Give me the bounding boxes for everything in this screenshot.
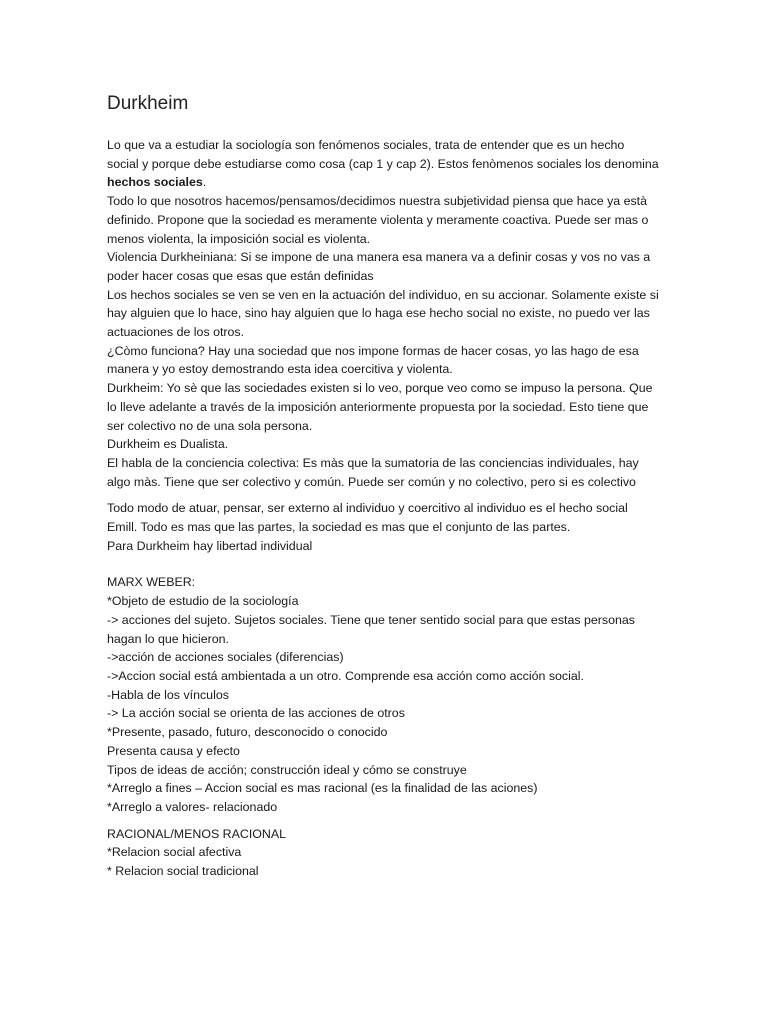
text-line: poder hacer cosas que esas que están definidas — [107, 268, 374, 283]
text-line: Los hechos sociales se ven se ven en la actuación del individuo, en su accionar. Solamente existe si — [107, 287, 659, 302]
text-line: *Presente, pasado, futuro, desconocido o conocido — [107, 725, 388, 740]
text-line: menos violenta, la imposición social es violenta. — [107, 231, 371, 246]
text-line: -> La acción social se orienta de las acciones de otros — [107, 706, 405, 721]
text-line: Durkheim: Yo sè que las sociedades existen si lo veo, porque veo como se impuso la persona. Que — [107, 381, 653, 396]
text-line: El habla de la conciencia colectiva: Es màs que la sumatoria de las conciencias individuales, hay — [107, 455, 639, 470]
text-line: Durkheim es Dualista. — [107, 437, 229, 452]
text-line: Violencia Durkheiniana: Si se impone de una manera esa manera va a definir cosas y vos no vas a — [107, 250, 651, 265]
section-heading: MARX WEBER: — [107, 575, 196, 590]
text-line: Presenta causa y efecto — [107, 743, 240, 758]
text-line: definido. Propone que la sociedad es meramente violenta y meramente coactiva. Puede ser mas o — [107, 212, 649, 227]
text-line: *Arreglo a valores- relacionado — [107, 799, 278, 814]
paragraph-racional — [107, 825, 667, 881]
text-line: hay alguien que lo hace, sino hay alguien que lo haga ese hecho social no existe, no puedo ver las — [107, 306, 650, 321]
paragraph-hecho-social — [107, 499, 667, 555]
text-line: Todo lo que nosotros hacemos/pensamos/decidimos nuestra subjetividad piensa que hace ya està — [107, 194, 648, 209]
text-line: social y porque debe estudiarse como cosa (cap 1 y cap 2). Estos fenòmenos sociales los denomina — [107, 156, 659, 171]
text-line: actuaciones de los otros. — [107, 325, 245, 340]
bold-term: hechos sociales — [107, 175, 203, 190]
text-line: hagan lo que hicieron. — [107, 631, 229, 646]
bold-term-suffix: . — [202, 175, 207, 190]
text-line: algo màs. Tiene que ser colectivo y común. Puede ser común y no colectivo, pero si es colectivo — [107, 474, 636, 489]
document-title: Durkheim — [107, 93, 189, 114]
text-line-bold — [107, 173, 667, 192]
section-heading: RACIONAL/MENOS RACIONAL — [107, 826, 287, 841]
text-line: Para Durkheim hay libertad individual — [107, 538, 313, 553]
text-line: Todo modo de atuar, pensar, ser externo al individuo y coercitivo al individuo es el hecho social — [107, 501, 628, 516]
paragraph-durkheim — [107, 136, 667, 491]
text-line: *Objeto de estudio de la sociología — [107, 594, 299, 609]
text-line: ser colectivo no de una sola persona. — [107, 418, 313, 433]
text-line: lo lleve adelante a través de la imposición anteriormente propuesta por la sociedad. Esto tiene que — [107, 399, 649, 414]
text-line: -Habla de los vínculos — [107, 687, 229, 702]
text-line: ->Accion social está ambientada a un otro. Comprende esa acción como acción social. — [107, 668, 584, 683]
text-line: *Relacion social afectiva — [107, 845, 242, 860]
text-line: -> acciones del sujeto. Sujetos sociales. Tiene que tener sentido social para que estas personas — [107, 612, 635, 627]
document-page — [107, 92, 667, 881]
text-line: Emill. Todo es mas que las partes, la sociedad es mas que el conjunto de las partes. — [107, 520, 571, 535]
text-line: Tipos de ideas de acción; construcción ideal y cómo se construye — [107, 762, 467, 777]
text-line: *Arreglo a fines – Accion social es mas racional (es la finalidad de las aciones) — [107, 781, 538, 796]
text-line: ->acción de acciones sociales (diferencias) — [107, 650, 344, 665]
paragraph-weber — [107, 573, 667, 816]
text-line: manera y yo estoy demostrando esta idea coercitiva y violenta. — [107, 362, 453, 377]
text-line: ¿Còmo funciona? Hay una sociedad que nos impone formas de hacer cosas, yo las hago de esa — [107, 343, 639, 358]
text-line: * Relacion social tradicional — [107, 864, 259, 879]
text-line: Lo que va a estudiar la sociología son fenómenos sociales, trata de entender que es un hecho — [107, 138, 625, 152]
